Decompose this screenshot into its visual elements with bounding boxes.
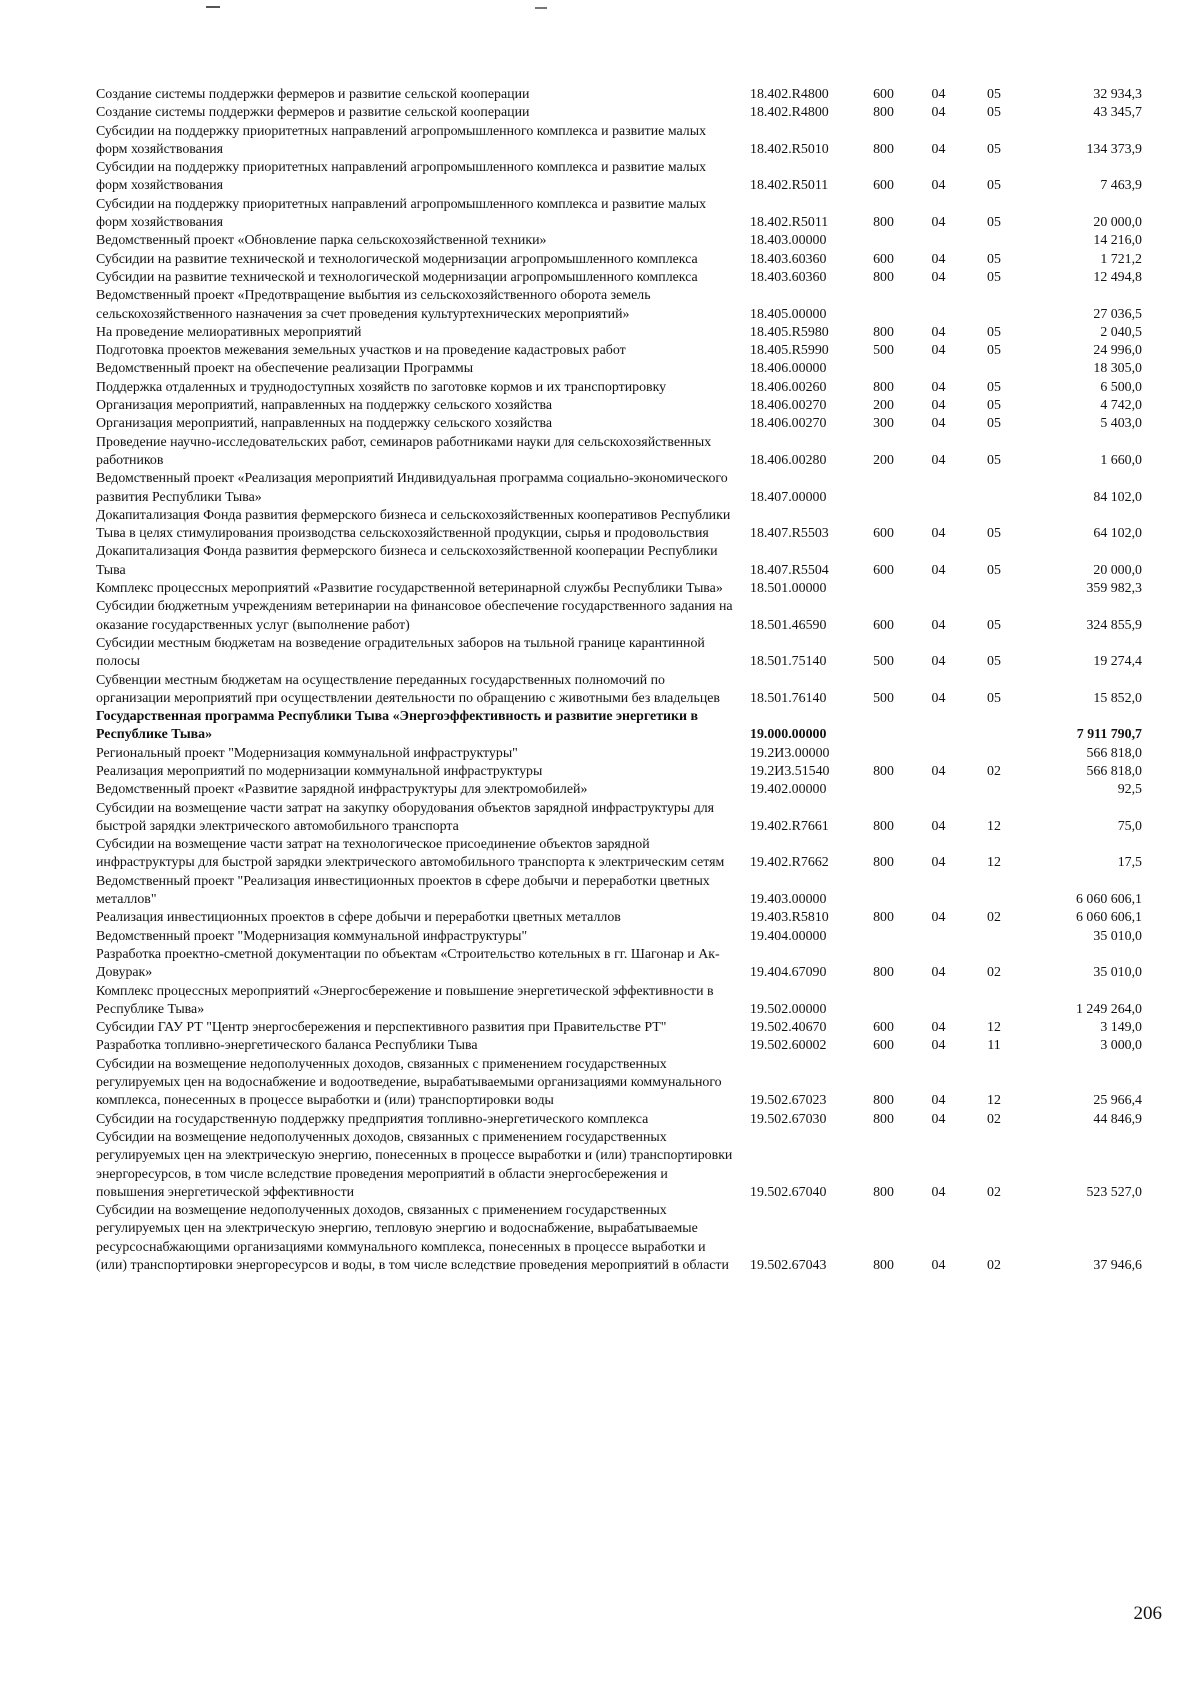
row-subsection: 02 [987, 965, 1001, 981]
row-name: Реализация инвестиционных проектов в сфере добычи и переработки цветных металлов [96, 910, 621, 926]
table-row [96, 434, 1142, 471]
row-name: Ведомственный проект "Реализация инвестиционных проектов в сфере добычи и переработки цветных металлов" [96, 873, 710, 908]
row-subsection: 02 [987, 763, 1001, 779]
row-name: Ведомственный проект «Предотвращение выбытия из сельскохозяйственного оборота земель сельскохозяйственного назначения за счет проведения культуртехнических мероприятий» [96, 288, 651, 322]
table-row [96, 781, 1142, 799]
row-section: 04 [931, 141, 946, 157]
row-code: 19.502.67043 [750, 1258, 827, 1273]
row-expense-type [856, 873, 911, 910]
row-expense-type: 500 [873, 690, 894, 706]
row-expense-type: 600 [873, 1038, 894, 1054]
row-expense-type: 800 [873, 215, 894, 231]
row-section [911, 360, 966, 378]
row-amount: 359 982,3 [1086, 581, 1142, 597]
row-subsection: 02 [987, 1111, 1001, 1127]
row-name: Субсидии на возмещение недополученных доходов, связанных с применением государственных регулируемых цен на электрическую энергию, понесенных в процессе выработки и (или) транспортировки энергоресурсов, в том числе вследствие проведения мероприятий в области энергосбережения и повышения энергетической эффективности [96, 1129, 733, 1200]
row-code: 19.502.40670 [750, 1020, 827, 1036]
row-subsection [966, 781, 1022, 799]
row-name: Разработка топливно-энергетического баланса Республики Тыва [96, 1038, 478, 1054]
table-row [96, 159, 1142, 196]
row-expense-type: 800 [873, 1258, 894, 1273]
row-expense-type: 800 [873, 818, 894, 834]
table-row [96, 635, 1142, 672]
row-amount: 35 010,0 [1093, 928, 1142, 944]
row-code: 18.402.R5011 [750, 215, 829, 231]
row-expense-type: 800 [873, 763, 894, 779]
row-name: Создание системы поддержки фермеров и развитие сельской кооперации [96, 87, 530, 102]
row-amount: 4 742,0 [1100, 398, 1142, 414]
row-section: 04 [931, 654, 946, 670]
row-expense-type: 600 [873, 251, 894, 267]
row-amount: 14 216,0 [1093, 233, 1142, 249]
row-name: Государственная программа Республики Тыва «Энергоэффективность и развитие энергетики в Республике Тыва» [96, 709, 699, 743]
row-expense-type: 800 [873, 324, 894, 340]
row-section: 04 [931, 87, 946, 102]
row-subsection [966, 287, 1022, 324]
row-amount: 43 345,7 [1093, 105, 1142, 121]
row-amount: 134 373,9 [1086, 141, 1142, 157]
row-subsection: 11 [987, 1038, 1001, 1054]
row-section [911, 470, 966, 507]
table-body [96, 86, 1142, 1275]
row-name: Ведомственный проект «Обновление парка сельскохозяйственной техники» [96, 233, 547, 249]
row-subsection: 05 [987, 178, 1001, 194]
table-row [96, 360, 1142, 378]
row-expense-type: 800 [873, 379, 894, 395]
row-subsection: 05 [987, 343, 1001, 359]
table-row [96, 123, 1142, 160]
row-subsection [966, 708, 1022, 745]
row-name: Субвенции местным бюджетам на осуществление переданных государственных полномочий по организации мероприятий при осуществлении деятельности по обращению с животными без владельцев [96, 672, 720, 706]
row-amount: 6 500,0 [1100, 379, 1142, 395]
row-name: Комплекс процессных мероприятий «Развитие государственной ветеринарной службы Республики Тыва» [96, 581, 723, 597]
row-code: 18.406.00270 [750, 398, 827, 414]
row-amount: 1 249 264,0 [1076, 1001, 1142, 1017]
row-expense-type: 600 [873, 1020, 894, 1036]
table-row [96, 873, 1142, 910]
row-expense-type: 800 [873, 1111, 894, 1127]
table-row [96, 946, 1142, 983]
row-subsection: 05 [987, 690, 1001, 706]
row-amount: 27 036,5 [1093, 306, 1142, 322]
row-section: 04 [931, 379, 946, 395]
row-amount: 6 060 606,1 [1076, 910, 1142, 926]
row-code: 19.2И3.51540 [750, 763, 830, 779]
budget-allocation-table [96, 86, 1142, 1275]
row-subsection: 05 [987, 416, 1001, 432]
row-expense-type: 800 [873, 105, 894, 121]
row-amount: 64 102,0 [1093, 526, 1142, 542]
row-name: Субсидии на государственную поддержку предприятия топливно-энергетического комплекса [96, 1111, 649, 1127]
row-section [911, 287, 966, 324]
row-amount: 566 818,0 [1086, 763, 1142, 779]
row-subsection: 12 [987, 1093, 1001, 1109]
row-code: 18.406.00280 [750, 452, 827, 468]
row-expense-type: 800 [873, 1184, 894, 1200]
row-name: Субсидии ГАУ РТ "Центр энергосбережения и перспективного развития при Правительстве РТ" [96, 1020, 667, 1036]
row-subsection: 05 [987, 251, 1001, 267]
row-name: Проведение научно-исследовательских работ, семинаров работниками науки для сельскохозяйственных работников [96, 434, 712, 468]
row-amount: 15 852,0 [1093, 690, 1142, 706]
row-subsection: 05 [987, 141, 1001, 157]
row-name: Реализация мероприятий по модернизации коммунальной инфраструктуры [96, 763, 543, 779]
row-subsection [966, 470, 1022, 507]
row-section: 04 [931, 562, 946, 578]
row-name: Региональный проект "Модернизация коммунальной инфраструктуры" [96, 745, 518, 761]
row-subsection [966, 360, 1022, 378]
row-subsection: 05 [987, 526, 1001, 542]
table-row [96, 708, 1142, 745]
table-row [96, 1019, 1142, 1037]
row-code: 18.402.R5010 [750, 141, 829, 157]
row-code: 18.405.R5990 [750, 343, 829, 359]
row-section: 04 [931, 1020, 946, 1036]
row-code: 18.406.00260 [750, 379, 827, 395]
row-name: Организация мероприятий, направленных на поддержку сельского хозяйства [96, 398, 553, 414]
row-code: 18.501.46590 [750, 617, 827, 633]
row-subsection: 05 [987, 324, 1001, 340]
row-amount: 37 946,6 [1093, 1258, 1142, 1273]
row-subsection: 05 [987, 215, 1001, 231]
table-row [96, 324, 1142, 342]
row-subsection: 05 [987, 617, 1001, 633]
row-section: 04 [931, 965, 946, 981]
row-section: 04 [931, 1184, 946, 1200]
table-row [96, 86, 1142, 104]
row-amount: 20 000,0 [1093, 562, 1142, 578]
scan-artifact [206, 6, 220, 8]
row-expense-type: 300 [873, 416, 894, 432]
row-amount: 3 000,0 [1100, 1038, 1142, 1054]
row-subsection: 05 [987, 398, 1001, 414]
row-subsection: 05 [987, 269, 1001, 285]
row-name: Субсидии на поддержку приоритетных направлений агропромышленного комплекса и развитие малых форм хозяйствования [96, 160, 707, 194]
row-subsection: 02 [987, 910, 1001, 926]
row-amount: 75,0 [1117, 818, 1142, 834]
row-section: 04 [931, 1258, 946, 1273]
row-expense-type [856, 745, 911, 763]
row-section [911, 232, 966, 250]
row-amount: 19 274,4 [1093, 654, 1142, 670]
row-expense-type: 800 [873, 269, 894, 285]
row-section: 04 [931, 617, 946, 633]
table-row [96, 1129, 1142, 1202]
row-name: Ведомственный проект на обеспечение реализации Программы [96, 361, 474, 377]
row-name: Поддержка отдаленных и труднодоступных хозяйств по заготовке кормов и их транспортировку [96, 379, 667, 395]
row-name: Создание системы поддержки фермеров и развитие сельской кооперации [96, 105, 530, 121]
row-expense-type: 200 [873, 452, 894, 468]
row-code: 19.502.67040 [750, 1184, 827, 1200]
row-expense-type: 600 [873, 617, 894, 633]
row-code: 19.402.R7662 [750, 855, 829, 871]
row-expense-type [856, 287, 911, 324]
row-code: 18.405.00000 [750, 306, 827, 322]
row-subsection [966, 745, 1022, 763]
table-row [96, 763, 1142, 781]
row-expense-type [856, 928, 911, 946]
row-amount: 2 040,5 [1100, 324, 1142, 340]
row-code: 19.502.67030 [750, 1111, 827, 1127]
row-amount: 7 911 790,7 [1076, 727, 1142, 743]
row-name: Субсидии на возмещение недополученных доходов, связанных с применением государственных регулируемых цен на электрическую энергию, тепловую энергию и водоснабжение, вырабатываемые ресурсоснабжающими организациями коммунального комплекса, понесенных в процессе выработки и (или) транспортировки энергоресурсов и воды, в том числе вследствие проведения мероприятий в области [96, 1203, 729, 1273]
row-section: 04 [931, 343, 946, 359]
row-code: 18.402.R4800 [750, 87, 829, 102]
row-section: 04 [931, 1111, 946, 1127]
row-expense-type: 600 [873, 87, 894, 102]
row-expense-type: 800 [873, 910, 894, 926]
row-amount: 25 966,4 [1093, 1093, 1142, 1109]
row-name: Комплекс процессных мероприятий «Энергосбережение и повышение энергетической эффективности в Республике Тыва» [96, 983, 714, 1017]
table-row [96, 1202, 1142, 1275]
table-row [96, 1037, 1142, 1055]
row-amount: 3 149,0 [1100, 1020, 1142, 1036]
table-row [96, 672, 1142, 709]
row-code: 18.405.R5980 [750, 324, 829, 340]
row-expense-type: 600 [873, 178, 894, 194]
row-subsection: 02 [987, 1184, 1001, 1200]
row-section: 04 [931, 416, 946, 432]
table-row [96, 580, 1142, 598]
row-expense-type: 500 [873, 654, 894, 670]
row-code: 19.402.00000 [750, 782, 827, 798]
row-section: 04 [931, 215, 946, 231]
row-name: Подготовка проектов межевания земельных участков и на проведение кадастровых работ [96, 343, 626, 359]
row-code: 18.406.00270 [750, 416, 827, 432]
row-amount: 35 010,0 [1093, 965, 1142, 981]
row-amount: 17,5 [1117, 855, 1142, 871]
row-subsection [966, 873, 1022, 910]
table-row [96, 269, 1142, 287]
row-amount: 7 463,9 [1100, 178, 1142, 194]
row-name: Субсидии на возмещение части затрат на технологическое присоединение объектов зарядной инфраструктуры для быстрой зарядки электрического автомобильного транспорта к электрическим сетям [96, 837, 725, 871]
row-expense-type: 800 [873, 1093, 894, 1109]
row-code: 18.407.R5504 [750, 562, 829, 578]
row-section: 04 [931, 105, 946, 121]
row-expense-type [856, 781, 911, 799]
table-row [96, 983, 1142, 1020]
table-row [96, 800, 1142, 837]
row-amount: 92,5 [1117, 782, 1142, 798]
row-name: Субсидии на развитие технической и технологической модернизации агропромышленного комплекса [96, 251, 698, 267]
row-subsection: 05 [987, 105, 1001, 121]
row-section: 04 [931, 818, 946, 834]
row-expense-type: 500 [873, 343, 894, 359]
table-row [96, 232, 1142, 250]
row-section [911, 745, 966, 763]
row-section [911, 983, 966, 1020]
table-row [96, 836, 1142, 873]
row-name: Субсидии бюджетным учреждениям ветеринарии на финансовое обеспечение государственного задания на оказание государственных услуг (выполнение работ) [96, 599, 733, 633]
row-section: 04 [931, 452, 946, 468]
row-amount: 523 527,0 [1086, 1184, 1142, 1200]
row-amount: 1 660,0 [1100, 452, 1142, 468]
row-expense-type: 800 [873, 965, 894, 981]
row-code: 19.404.00000 [750, 928, 827, 944]
row-name: Субсидии на поддержку приоритетных направлений агропромышленного комплекса и развитие малых форм хозяйствования [96, 123, 707, 157]
row-amount: 1 721,2 [1100, 251, 1142, 267]
row-code: 18.501.75140 [750, 654, 827, 670]
row-subsection [966, 232, 1022, 250]
row-expense-type [856, 983, 911, 1020]
row-section: 04 [931, 1093, 946, 1109]
row-subsection: 02 [987, 1258, 1001, 1273]
row-subsection: 12 [987, 855, 1001, 871]
row-amount: 324 855,9 [1086, 617, 1142, 633]
row-code: 18.407.00000 [750, 489, 827, 505]
row-amount: 18 305,0 [1093, 361, 1142, 377]
row-name: Организация мероприятий, направленных на поддержку сельского хозяйства [96, 416, 553, 432]
row-amount: 20 000,0 [1093, 215, 1142, 231]
row-subsection [966, 580, 1022, 598]
row-code: 19.402.R7661 [750, 818, 829, 834]
table-row [96, 1056, 1142, 1111]
row-amount: 6 060 606,1 [1076, 892, 1142, 908]
row-section [911, 928, 966, 946]
row-subsection: 05 [987, 452, 1001, 468]
row-code: 18.403.60360 [750, 269, 827, 285]
row-section: 04 [931, 251, 946, 267]
row-amount: 566 818,0 [1086, 745, 1142, 761]
row-expense-type [856, 360, 911, 378]
row-amount: 84 102,0 [1093, 489, 1142, 505]
table-row [96, 287, 1142, 324]
table-row [96, 251, 1142, 269]
row-code: 19.404.67090 [750, 965, 827, 981]
row-code: 19.403.00000 [750, 892, 827, 908]
row-subsection: 12 [987, 818, 1001, 834]
table-row [96, 1111, 1142, 1129]
row-section: 04 [931, 178, 946, 194]
row-expense-type: 200 [873, 398, 894, 414]
row-section: 04 [931, 324, 946, 340]
table-row [96, 470, 1142, 507]
row-name: Ведомственный проект «Реализация мероприятий Индивидуальная программа социально-экономического развития Республики Тыва» [96, 471, 728, 505]
row-amount: 24 996,0 [1093, 343, 1142, 359]
scan-artifact [535, 7, 547, 9]
row-code: 19.403.R5810 [750, 910, 829, 926]
row-name: Ведомственный проект «Развитие зарядной инфраструктуры для электромобилей» [96, 782, 588, 798]
row-section: 04 [931, 763, 946, 779]
row-code: 18.402.R5011 [750, 178, 829, 194]
row-amount: 5 403,0 [1100, 416, 1142, 432]
table-row [96, 507, 1142, 544]
row-section: 04 [931, 1038, 946, 1054]
row-amount: 32 934,3 [1093, 87, 1142, 102]
table-row [96, 415, 1142, 433]
row-section: 04 [931, 526, 946, 542]
row-expense-type: 800 [873, 855, 894, 871]
row-subsection [966, 928, 1022, 946]
row-subsection: 05 [987, 654, 1001, 670]
row-expense-type [856, 232, 911, 250]
row-code: 19.502.60002 [750, 1038, 827, 1054]
row-section [911, 781, 966, 799]
row-amount: 12 494,8 [1093, 269, 1142, 285]
row-expense-type: 600 [873, 526, 894, 542]
row-code: 19.502.00000 [750, 1001, 827, 1017]
row-subsection [966, 983, 1022, 1020]
row-name: Докапитализация Фонда развития фермерского бизнеса и сельскохозяйственной кооперации Республики Тыва [96, 544, 718, 578]
row-section: 04 [931, 855, 946, 871]
row-code: 18.403.00000 [750, 233, 827, 249]
table-row [96, 196, 1142, 233]
row-code: 19.2И3.00000 [750, 745, 830, 761]
row-expense-type: 800 [873, 141, 894, 157]
row-code: 19.502.67023 [750, 1093, 827, 1109]
row-expense-type [856, 580, 911, 598]
table-row [96, 909, 1142, 927]
row-name: На проведение мелиоративных мероприятий [96, 324, 362, 340]
table-row [96, 598, 1142, 635]
row-subsection: 05 [987, 562, 1001, 578]
row-code: 18.402.R4800 [750, 105, 829, 121]
row-section [911, 708, 966, 745]
table-row [96, 745, 1142, 763]
row-name: Разработка проектно-сметной документации по объектам «Строительство котельных в гг. Шагонар и Ак-Довурак» [96, 946, 720, 981]
table-row [96, 342, 1142, 360]
table-row [96, 543, 1142, 580]
row-subsection: 05 [987, 87, 1001, 102]
row-name: Субсидии местным бюджетам на возведение оградительных заборов на тыльной границе карантинной полосы [96, 635, 705, 670]
row-section [911, 873, 966, 910]
row-section: 04 [931, 398, 946, 414]
row-name: Субсидии на поддержку приоритетных направлений агропромышленного комплекса и развитие малых форм хозяйствования [96, 196, 707, 231]
row-name: Субсидии на возмещение недополученных доходов, связанных с применением государственных регулируемых цен на водоснабжение и водоотведение, вырабатываемыми организациями коммунального комплекса, понесенных в процессе выработки и (или) транспортировки воды [96, 1056, 722, 1109]
row-code: 18.501.76140 [750, 690, 827, 706]
row-code: 19.000.00000 [750, 727, 827, 743]
table-row [96, 379, 1142, 397]
row-section: 04 [931, 910, 946, 926]
row-name: Субсидии на развитие технической и технологической модернизации агропромышленного комплекса [96, 269, 698, 285]
row-name: Ведомственный проект "Модернизация коммунальной инфраструктуры" [96, 928, 528, 944]
row-name: Докапитализация Фонда развития фермерского бизнеса и сельскохозяйственных кооперативов Республики Тыва в целях стимулирования производства сельскохозяйственной продукции, сырья и продовольствия [96, 507, 731, 542]
row-code: 18.501.00000 [750, 581, 827, 597]
row-amount: 44 846,9 [1093, 1111, 1142, 1127]
table-row [96, 104, 1142, 122]
table-row [96, 928, 1142, 946]
page-number: 206 [1133, 1603, 1162, 1624]
row-code: 18.407.R5503 [750, 526, 829, 542]
table-row [96, 397, 1142, 415]
row-code: 18.403.60360 [750, 251, 827, 267]
row-subsection: 12 [987, 1020, 1001, 1036]
row-code: 18.406.00000 [750, 361, 827, 377]
row-expense-type: 600 [873, 562, 894, 578]
row-expense-type [856, 708, 911, 745]
row-section: 04 [931, 269, 946, 285]
row-expense-type [856, 470, 911, 507]
row-name: Субсидии на возмещение части затрат на закупку оборудования объектов зарядной инфраструктуры для быстрой зарядки электрического автомобильного транспорта [96, 800, 715, 834]
row-section: 04 [931, 690, 946, 706]
row-section [911, 580, 966, 598]
row-subsection: 05 [987, 379, 1001, 395]
